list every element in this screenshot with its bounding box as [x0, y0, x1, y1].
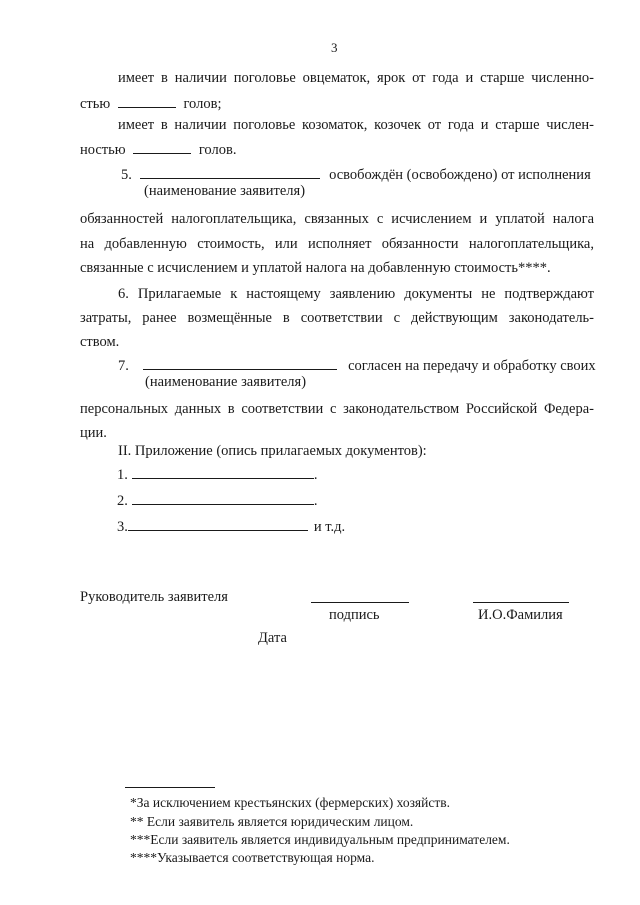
sheep-count-blank[interactable]	[118, 95, 176, 108]
sheep-line-2: стью голов;	[80, 96, 222, 112]
footnote-3: ***Если заявитель является индивидуальным предпринимателем.	[130, 832, 510, 847]
head-of-applicant-label: Руководитель заявителя	[80, 589, 228, 605]
signature-label: подпись	[329, 607, 380, 623]
sheep-line-1: имеет в наличии поголовье овцематок, ярок от года и старше численно-	[118, 70, 594, 86]
item6-line2: затраты, ранее возмещённые в соответствии с действующим законодатель-	[80, 310, 594, 326]
appendix-item-1: 1. .	[117, 467, 318, 483]
item7-line1: персональных данных в соответствии с законодательством Российской Федера-	[80, 401, 594, 417]
appendix-item-1-blank[interactable]	[132, 466, 314, 479]
footnote-separator	[125, 787, 215, 788]
item6-line3: ством.	[80, 334, 120, 350]
signature-line[interactable]	[311, 602, 409, 603]
footnote-1: *За исключением крестьянских (фермерских) хозяйств.	[130, 795, 450, 810]
appendix-item-2-blank[interactable]	[132, 492, 314, 505]
item7-caption: (наименование заявителя)	[145, 374, 307, 390]
page-number: 3	[331, 40, 338, 55]
item5-line3: связанные с исчислением и уплатой налога на добавленную стоимость****.	[80, 260, 551, 276]
goats-line-2: ностью голов.	[80, 142, 237, 158]
appendix-item-3-blank[interactable]	[128, 518, 308, 531]
item5-header: 5. освобождён (освобождено) от исполнения	[121, 167, 591, 183]
appendix-item-3: 3. и т.д.	[117, 519, 346, 535]
appendix-title: II. Приложение (опись прилагаемых документов):	[118, 443, 427, 459]
name-line[interactable]	[473, 602, 569, 603]
item5-caption: (наименование заявителя)	[144, 183, 306, 199]
appendix-item-2: 2. .	[117, 493, 318, 509]
name-label: И.О.Фамилия	[478, 607, 563, 623]
date-label: Дата	[258, 630, 287, 646]
item7-header: 7. согласен на передачу и обработку своих	[118, 358, 596, 374]
item7-line2: ции.	[80, 425, 107, 441]
footnote-2: ** Если заявитель является юридическим лицом.	[130, 814, 414, 829]
item5-line1: обязанностей налогоплательщика, связанных с исчислением и уплатой налога	[80, 211, 594, 227]
goats-line-1: имеет в наличии поголовье козоматок, козочек от года и старше числен-	[118, 117, 594, 133]
item5-applicant-blank[interactable]	[140, 166, 320, 179]
item5-line2: на добавленную стоимость, или исполняет обязанности налогоплательщика,	[80, 236, 594, 252]
item6-line1: 6. Прилагаемые к настоящему заявлению документы не подтверждают	[118, 286, 594, 302]
goats-count-blank[interactable]	[133, 141, 191, 154]
footnote-4: ****Указывается соответствующая норма.	[130, 850, 375, 865]
item7-applicant-blank[interactable]	[143, 357, 337, 370]
